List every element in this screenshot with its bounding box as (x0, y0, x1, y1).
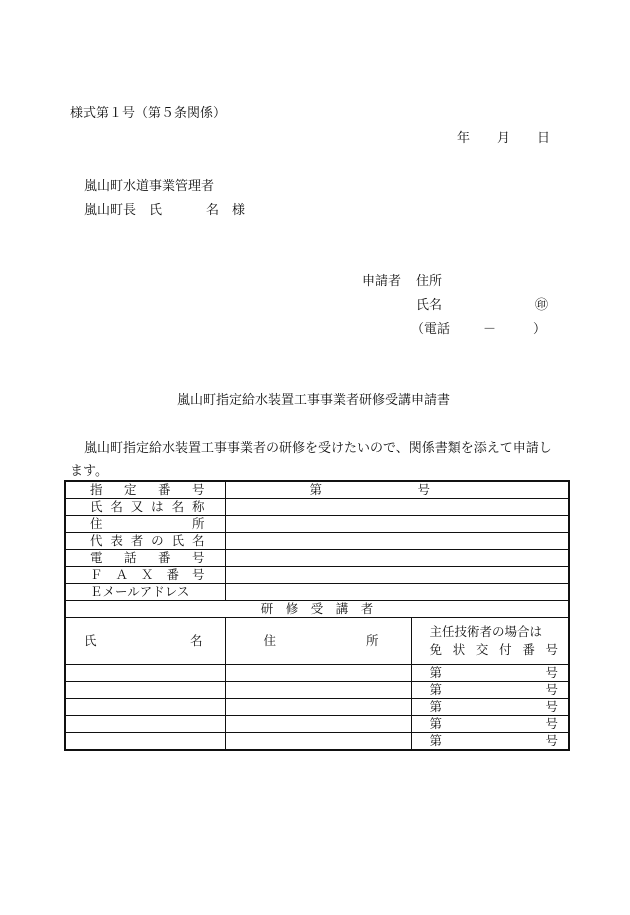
trainee-address-cell[interactable] (225, 716, 411, 733)
license-suffix: 号 (545, 733, 559, 748)
info-row-value[interactable] (225, 567, 569, 584)
trainee-license-cell[interactable] (411, 699, 569, 716)
info-row-label-char: 名 (191, 533, 205, 548)
info-row-label-char: 者 (130, 533, 144, 548)
trainee-name-cell[interactable] (65, 665, 225, 682)
info-row (65, 533, 569, 550)
info-row (65, 550, 569, 567)
info-row-label-char: 又 (130, 499, 144, 514)
date-year: 年 (457, 131, 471, 146)
info-row-label (65, 481, 225, 499)
info-row-label-char: Ａ (115, 567, 128, 582)
info-row-label-char: 名 (110, 499, 123, 514)
info-row-label-char: 号 (191, 482, 205, 497)
trainee-row (65, 682, 569, 699)
info-row-value[interactable] (225, 516, 569, 533)
addressee-line1: 嵐山町水道事業管理者 (84, 179, 215, 194)
info-row-label-char: 号 (191, 550, 205, 565)
license-prefix: 第 (429, 699, 443, 714)
info-row-label-char: 番 (157, 550, 171, 565)
license-suffix: 号 (545, 665, 559, 680)
trainee-license-cell[interactable] (411, 682, 569, 699)
applicant-phone-dash: － (483, 322, 497, 337)
info-row-label-char: Ｅメールアドレス (90, 584, 190, 599)
col-address-right: 所 (365, 633, 379, 648)
info-row-label-char: 氏 (90, 499, 103, 514)
addressee-line2-name: 名 (206, 203, 220, 218)
info-row-label-char: 番 (166, 567, 179, 582)
info-row-label (65, 499, 225, 516)
applicant-phone-close: ） (533, 322, 547, 337)
designation-number-suffix: 号 (417, 482, 431, 497)
trainee-name-cell[interactable] (65, 699, 225, 716)
col-name-right: 名 (189, 633, 203, 648)
license-suffix: 号 (545, 699, 559, 714)
trainee-row (65, 665, 569, 682)
col-name-header (65, 618, 225, 665)
trainee-row (65, 699, 569, 716)
col-address-left: 住 (263, 633, 277, 648)
col-license-line2-char: 免 (429, 642, 443, 657)
info-row (65, 499, 569, 516)
trainee-name-cell[interactable] (65, 682, 225, 699)
trainee-license-cell[interactable] (411, 733, 569, 751)
info-row (65, 481, 569, 499)
trainee-address-cell[interactable] (225, 733, 411, 751)
applicant-name-label: 氏名 (416, 298, 443, 313)
col-license-line2-char: 付 (499, 642, 512, 657)
col-license-header (411, 618, 569, 665)
trainee-name-cell[interactable] (65, 733, 225, 751)
trainee-address-cell[interactable] (225, 665, 411, 682)
info-row-label (65, 567, 225, 584)
trainee-section-title: 研 修 受 講 者 (65, 601, 569, 618)
applicant-address-label: 住所 (416, 274, 443, 289)
application-table (64, 480, 570, 751)
info-row-label-char: 表 (110, 533, 123, 548)
trainee-license-cell[interactable] (411, 716, 569, 733)
col-license-line2-char: 番 (522, 642, 535, 657)
col-license-line2-char: 状 (452, 642, 466, 657)
col-name-left: 氏 (84, 633, 97, 648)
info-row-label-char: 氏 (171, 533, 185, 548)
applicant-label: 申請者 (362, 274, 402, 289)
info-row-label (65, 584, 225, 601)
addressee-line2-suffix: 様 (232, 203, 246, 218)
info-row-label-char: は (151, 499, 164, 514)
info-row-label-char: 番 (157, 482, 171, 497)
trainee-row (65, 716, 569, 733)
info-row-label-char: の (151, 533, 164, 548)
applicant-phone-open: （電話 (411, 322, 451, 337)
info-row-label-char: 電 (90, 550, 103, 565)
col-license-line2-char: 号 (545, 642, 559, 657)
trainee-address-cell[interactable] (225, 682, 411, 699)
info-row-label (65, 516, 225, 533)
addressee-line2-prefix: 嵐山町長 氏 (84, 203, 163, 218)
trainee-column-header-row (65, 618, 569, 665)
trainee-license-cell[interactable] (411, 665, 569, 682)
info-row (65, 584, 569, 601)
license-prefix: 第 (429, 733, 443, 748)
info-row-label (65, 550, 225, 567)
info-row-value[interactable] (225, 533, 569, 550)
info-row-value[interactable] (225, 499, 569, 516)
trainee-section-header-row (65, 601, 569, 618)
info-row-label-char: 号 (191, 567, 205, 582)
info-row-label (65, 533, 225, 550)
info-row-value[interactable] (225, 481, 569, 499)
col-address-header (225, 618, 411, 665)
date-month: 月 (497, 131, 511, 146)
col-license-line1: 主任技術者の場合は (429, 624, 543, 639)
info-row-value[interactable] (225, 584, 569, 601)
info-row-label-char: 指 (90, 482, 103, 497)
info-row-label-char: 名 (171, 499, 185, 514)
info-row-label-char: 代 (90, 533, 103, 548)
info-row (65, 516, 569, 533)
license-prefix: 第 (429, 716, 443, 731)
document-title: 嵐山町指定給水装置工事事業者研修受講申請書 (177, 393, 451, 408)
license-prefix: 第 (429, 665, 443, 680)
info-row-value[interactable] (225, 550, 569, 567)
license-suffix: 号 (545, 716, 559, 731)
license-prefix: 第 (429, 682, 443, 697)
trainee-name-cell[interactable] (65, 716, 225, 733)
seal-icon: ㊞ (535, 298, 549, 313)
col-license-line2 (416, 641, 565, 659)
info-row-label-char: 称 (191, 499, 205, 514)
info-row-label-char: Ｆ (90, 567, 103, 582)
col-license-line2-char: 交 (475, 642, 489, 657)
info-row-label-char: 所 (191, 516, 205, 531)
date-day: 日 (537, 131, 551, 146)
license-suffix: 号 (545, 682, 559, 697)
body-text-line2: ます。 (70, 464, 108, 479)
body-text-line1: 嵐山町指定給水装置工事事業者の研修を受けたいので、関係書類を添えて申請し (84, 441, 552, 456)
info-row-label-char: Ｘ (140, 567, 154, 582)
info-row (65, 567, 569, 584)
trainee-address-cell[interactable] (225, 699, 411, 716)
trainee-row (65, 733, 569, 751)
form-number: 様式第１号（第５条関係） (70, 106, 227, 121)
info-row-label-char: 住 (90, 516, 103, 531)
info-row-label-char: 定 (123, 482, 137, 497)
info-row-label-char: 話 (123, 550, 137, 565)
designation-number-prefix: 第 (309, 482, 323, 497)
